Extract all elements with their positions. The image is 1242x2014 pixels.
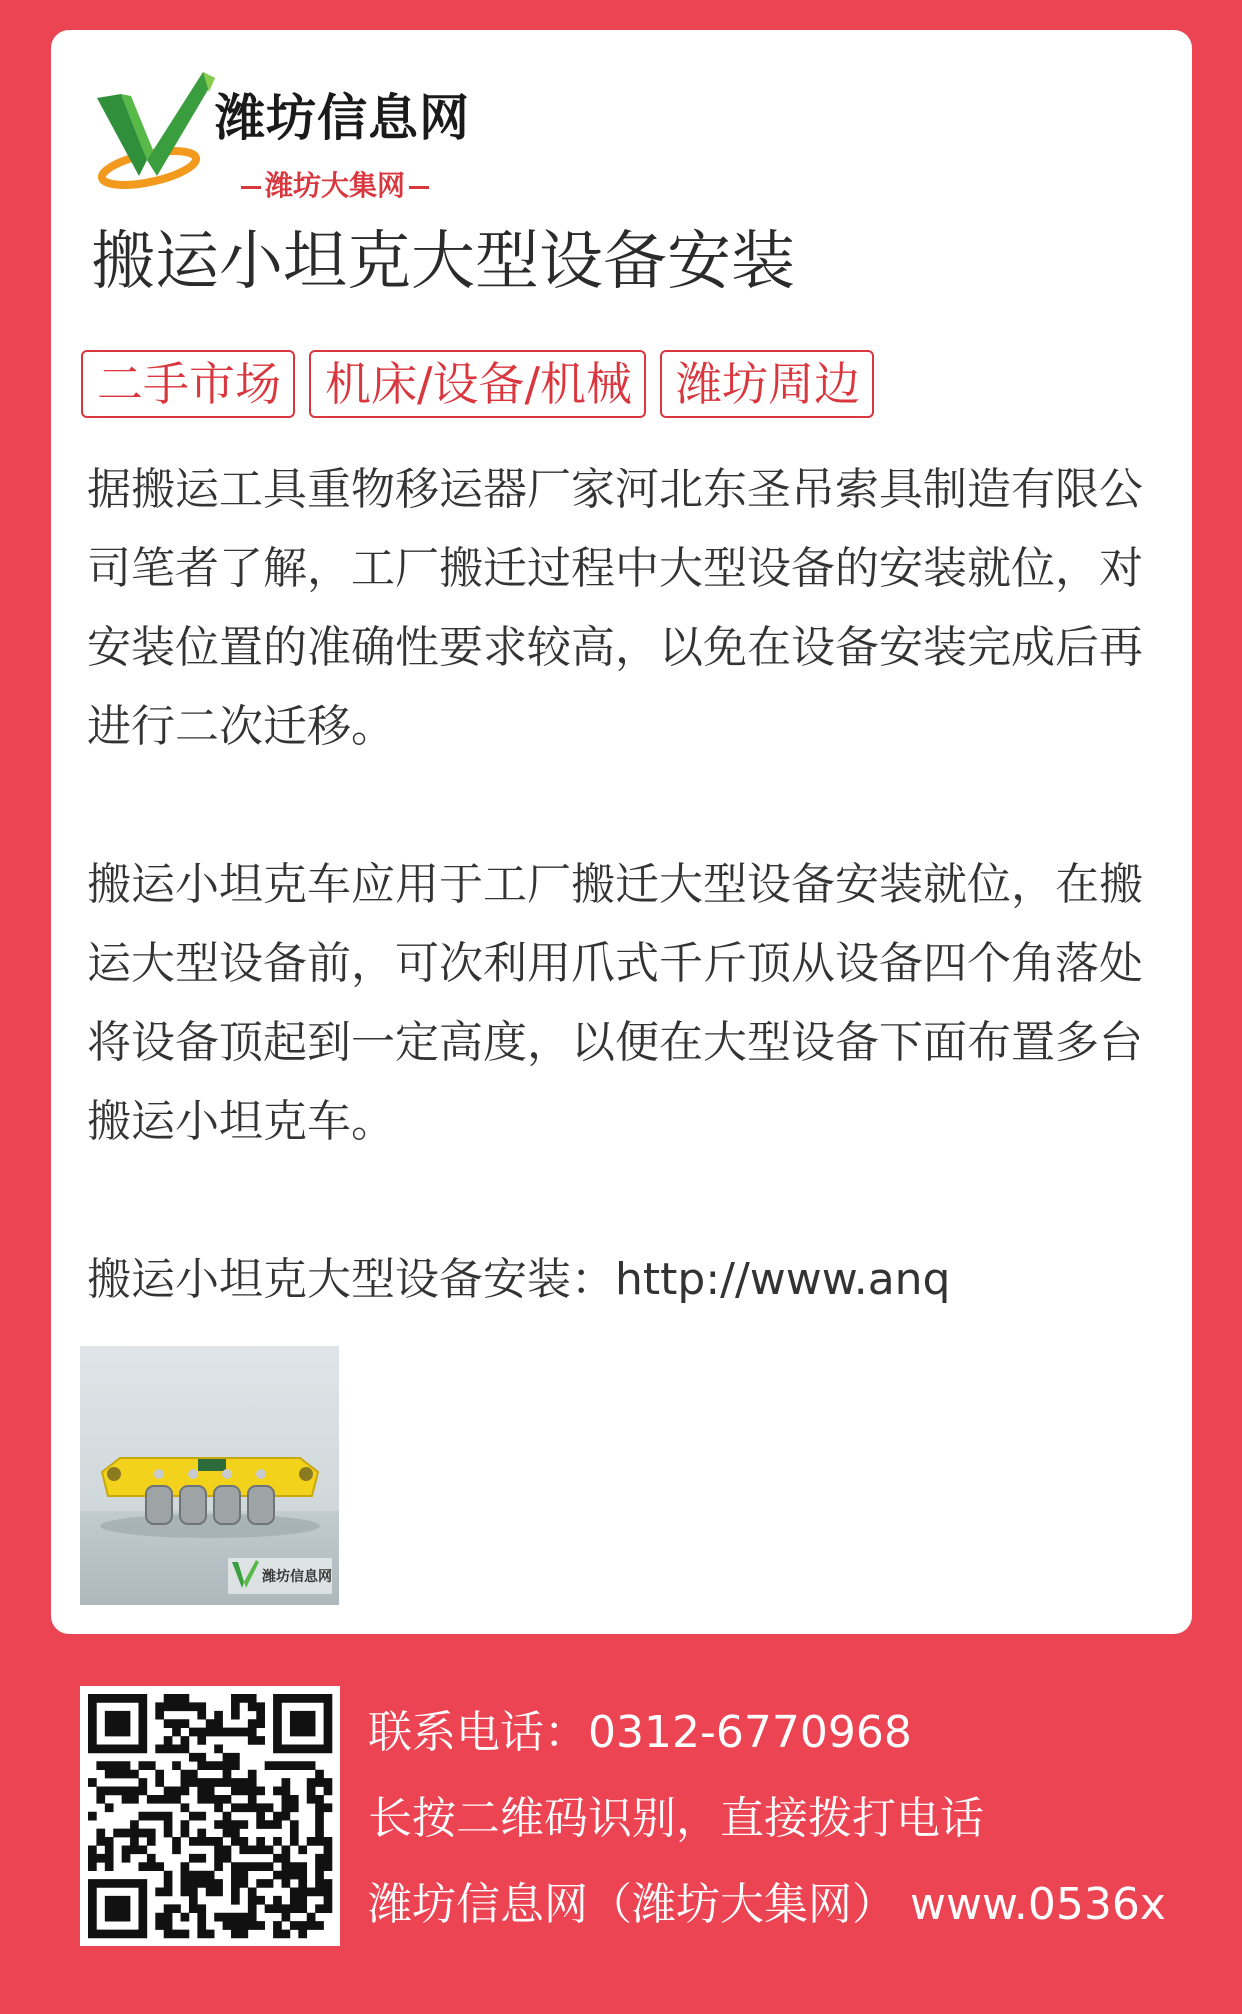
photo-watermark: 潍坊信息网 bbox=[262, 1569, 332, 1585]
tag-second-hand-market[interactable]: 二手市场 bbox=[81, 350, 295, 418]
paragraph-1: 据搬运工具重物移运器厂家河北东圣吊索具制造有限公司笔者了解，工厂搬迁过程中大型设备的安装就位，对安装位置的准确性要求较高，以免在设备安装完成后再进行二次迁移。 bbox=[87, 464, 1143, 752]
phone-line[interactable]: 联系电话：0312-6770968 bbox=[368, 1707, 912, 1758]
v-swoosh-logo-icon bbox=[91, 64, 221, 204]
logo-dash-left bbox=[241, 186, 261, 189]
site-line[interactable]: 潍坊信息网（潍坊大集网） www.0536x bbox=[368, 1879, 1166, 1930]
category-tags bbox=[81, 350, 874, 418]
tag-weifang-area[interactable]: 潍坊周边 bbox=[660, 350, 874, 418]
qr-code-icon[interactable] bbox=[80, 1686, 340, 1946]
content-card bbox=[51, 30, 1192, 1634]
product-photo[interactable] bbox=[80, 1346, 339, 1605]
logo-name: 潍坊信息网 bbox=[215, 89, 470, 147]
paragraph-link[interactable]: 搬运小坦克大型设备安装：http://www.anq bbox=[87, 1254, 951, 1305]
logo-subtitle bbox=[237, 164, 433, 204]
qr-hint-line: 长按二维码识别，直接拨打电话 bbox=[368, 1793, 984, 1844]
tag-machinery[interactable]: 机床/设备/机械 bbox=[309, 350, 646, 418]
contact-info bbox=[368, 1690, 1242, 1948]
logo-subtitle-text: 潍坊大集网 bbox=[265, 169, 406, 202]
article-body bbox=[87, 450, 1157, 1319]
logo-dash-right bbox=[409, 186, 429, 189]
qr-code-graphic bbox=[80, 1686, 340, 1946]
page-title: 搬运小坦克大型设备安装 bbox=[91, 225, 795, 299]
paragraph-2: 搬运小坦克车应用于工厂搬迁大型设备安装就位，在搬运大型设备前，可次利用爪式千斤顶从设备四个角落处将设备顶起到一定高度，以便在大型设备下面布置多台搬运小坦克车。 bbox=[87, 859, 1143, 1147]
site-logo[interactable] bbox=[91, 64, 511, 204]
qr-modules bbox=[88, 1694, 332, 1938]
